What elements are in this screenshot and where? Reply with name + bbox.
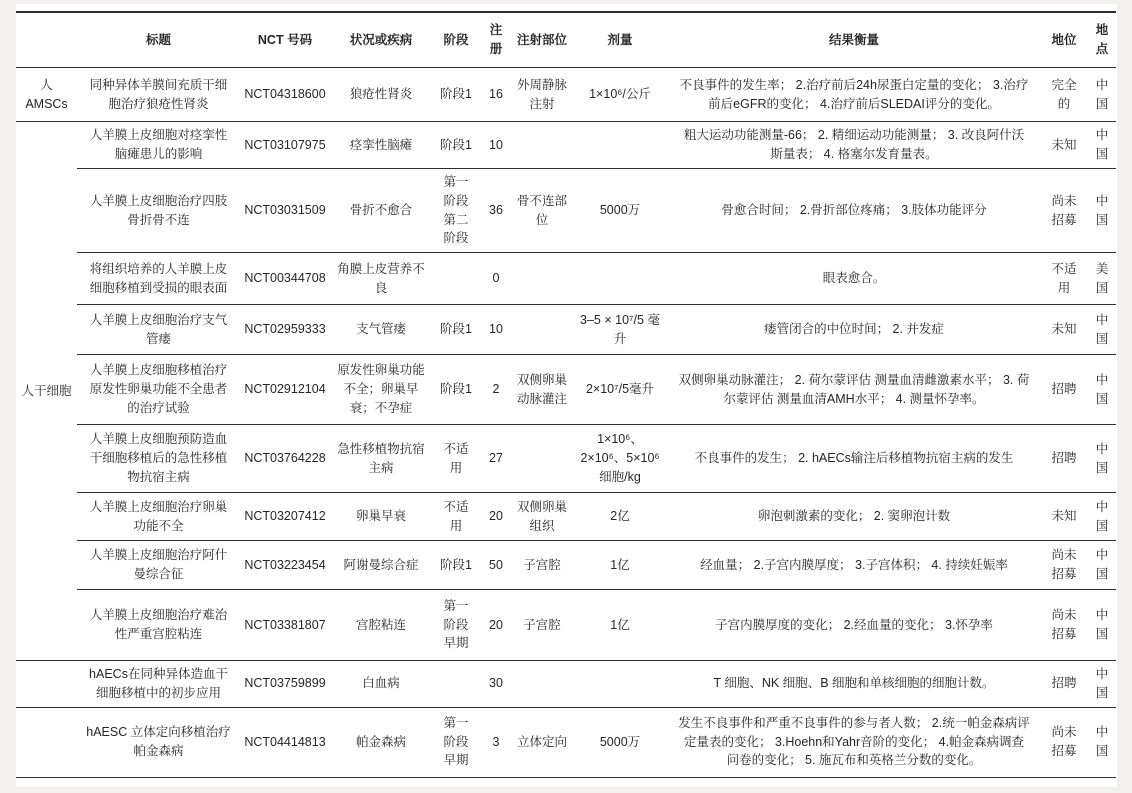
cell-condition: 阿谢曼综合症 bbox=[330, 541, 432, 590]
cell-status: 尚未招募 bbox=[1040, 541, 1088, 590]
cell-condition: 原发性卵巢功能不全；卵巢早衰；不孕症 bbox=[330, 355, 432, 425]
table-row bbox=[16, 68, 1116, 122]
cell-nct: NCT03107975 bbox=[240, 122, 330, 169]
cell-condition: 狼疮性肾炎 bbox=[330, 68, 432, 122]
cell-enrollment: 10 bbox=[480, 122, 512, 169]
cell-nct: NCT03764228 bbox=[240, 425, 330, 493]
cell-dose: 1×10⁶/公斤 bbox=[572, 68, 668, 122]
table-row bbox=[16, 493, 1116, 541]
cell-phase: 阶段1 bbox=[432, 355, 480, 425]
cell-injection-site bbox=[512, 425, 572, 493]
table-row bbox=[16, 541, 1116, 590]
cell-nct: NCT03207412 bbox=[240, 493, 330, 541]
table-row bbox=[16, 305, 1116, 355]
clinical-trials-table bbox=[16, 11, 1116, 778]
header-status: 地位 bbox=[1040, 12, 1088, 68]
cell-nct: NCT03031509 bbox=[240, 169, 330, 253]
cell-title: 人羊膜上皮细胞治疗阿什曼综合征 bbox=[77, 541, 240, 590]
cell-nct: NCT04414813 bbox=[240, 707, 330, 777]
cell-outcomes: 不良事件的发生率； 2.治疗前后24h尿蛋白定量的变化； 3.治疗前后eGFR的变化； 4.治疗前后SLEDAI评分的变化。 bbox=[668, 68, 1040, 122]
table-row bbox=[16, 169, 1116, 253]
cell-enrollment: 2 bbox=[480, 355, 512, 425]
cell-enrollment: 20 bbox=[480, 590, 512, 661]
cell-phase bbox=[432, 661, 480, 708]
header-dose: 剂量 bbox=[572, 12, 668, 68]
cell-location: 中国 bbox=[1088, 661, 1116, 708]
cell-status: 尚未招募 bbox=[1040, 707, 1088, 777]
cell-location: 中国 bbox=[1088, 541, 1116, 590]
cell-injection-site bbox=[512, 253, 572, 305]
cell-dose: 5000万 bbox=[572, 707, 668, 777]
cell-outcomes: 粗大运动功能测量-66； 2. 精细运动功能测量； 3. 改良阿什沃斯量表； 4. 格塞尔发育量表。 bbox=[668, 122, 1040, 169]
cell-phase: 第一阶段 第二阶段 bbox=[432, 169, 480, 253]
cell-condition: 骨折不愈合 bbox=[330, 169, 432, 253]
cell-injection-site: 双侧卵巢组织 bbox=[512, 493, 572, 541]
cell-status: 不适用 bbox=[1040, 253, 1088, 305]
cell-status: 招聘 bbox=[1040, 661, 1088, 708]
cell-nct: NCT03759899 bbox=[240, 661, 330, 708]
cell-group bbox=[16, 707, 77, 777]
cell-condition: 卵巢早衰 bbox=[330, 493, 432, 541]
header-enrollment: 注册 bbox=[480, 12, 512, 68]
cell-nct: NCT03381807 bbox=[240, 590, 330, 661]
cell-title: 人羊膜上皮细胞对痉挛性脑瘫患儿的影响 bbox=[77, 122, 240, 169]
cell-group bbox=[16, 661, 77, 708]
cell-title: 人羊膜上皮细胞预防造血干细胞移植后的急性移植物抗宿主病 bbox=[77, 425, 240, 493]
cell-location: 中国 bbox=[1088, 493, 1116, 541]
cell-dose: 2×10⁷/5毫升 bbox=[572, 355, 668, 425]
header-location: 地点 bbox=[1088, 12, 1116, 68]
cell-phase: 阶段1 bbox=[432, 305, 480, 355]
cell-enrollment: 30 bbox=[480, 661, 512, 708]
cell-enrollment: 16 bbox=[480, 68, 512, 122]
cell-dose bbox=[572, 253, 668, 305]
cell-outcomes: 双侧卵巢动脉灌注； 2. 荷尔蒙评估 测量血清雌激素水平； 3. 荷尔蒙评估 测量血清AMH水平； 4. 测量怀孕率。 bbox=[668, 355, 1040, 425]
cell-dose bbox=[572, 122, 668, 169]
cell-condition: 急性移植物抗宿主病 bbox=[330, 425, 432, 493]
cell-status: 未知 bbox=[1040, 305, 1088, 355]
header-condition: 状况或疾病 bbox=[330, 12, 432, 68]
cell-title: 人羊膜上皮细胞治疗四肢骨折骨不连 bbox=[77, 169, 240, 253]
cell-outcomes: T 细胞、NK 细胞、B 细胞和单核细胞的细胞计数。 bbox=[668, 661, 1040, 708]
cell-title: hAESC 立体定向移植治疗帕金森病 bbox=[77, 707, 240, 777]
cell-dose: 5000万 bbox=[572, 169, 668, 253]
cell-enrollment: 0 bbox=[480, 253, 512, 305]
cell-dose bbox=[572, 661, 668, 708]
cell-title: 同种异体羊膜间充质干细胞治疗狼疮性肾炎 bbox=[77, 68, 240, 122]
cell-title: hAECs在同种异体造血干细胞移植中的初步应用 bbox=[77, 661, 240, 708]
cell-enrollment: 50 bbox=[480, 541, 512, 590]
table-header bbox=[16, 12, 1116, 68]
cell-outcomes: 瘘管闭合的中位时间； 2. 并发症 bbox=[668, 305, 1040, 355]
cell-injection-site: 外周静脉注射 bbox=[512, 68, 572, 122]
cell-enrollment: 20 bbox=[480, 493, 512, 541]
cell-injection-site bbox=[512, 122, 572, 169]
cell-condition: 帕金森病 bbox=[330, 707, 432, 777]
table-row bbox=[16, 253, 1116, 305]
table-row bbox=[16, 661, 1116, 708]
cell-outcomes: 发生不良事件和严重不良事件的参与者人数； 2.统一帕金森病评定量表的变化； 3.Hoehn和Yahr音阶的变化； 4.帕金森病调查问卷的变化； 5. 施瓦布和英格兰分数的变化。 bbox=[668, 707, 1040, 777]
table-row bbox=[16, 355, 1116, 425]
cell-location: 中国 bbox=[1088, 305, 1116, 355]
cell-title: 人羊膜上皮细胞治疗卵巢功能不全 bbox=[77, 493, 240, 541]
cell-nct: NCT00344708 bbox=[240, 253, 330, 305]
cell-phase: 阶段1 bbox=[432, 122, 480, 169]
document-page bbox=[16, 4, 1117, 787]
cell-nct: NCT03223454 bbox=[240, 541, 330, 590]
cell-outcomes: 不良事件的发生； 2. hAECs输注后移植物抗宿主病的发生 bbox=[668, 425, 1040, 493]
cell-status: 招聘 bbox=[1040, 355, 1088, 425]
cell-nct: NCT02912104 bbox=[240, 355, 330, 425]
cell-enrollment: 27 bbox=[480, 425, 512, 493]
cell-dose: 3–5 × 10⁷/5 毫升 bbox=[572, 305, 668, 355]
table-row bbox=[16, 707, 1116, 777]
cell-nct: NCT04318600 bbox=[240, 68, 330, 122]
cell-status: 完全的 bbox=[1040, 68, 1088, 122]
cell-title: 人羊膜上皮细胞治疗支气管瘘 bbox=[77, 305, 240, 355]
cell-dose: 1亿 bbox=[572, 541, 668, 590]
header-group bbox=[16, 12, 77, 68]
cell-location: 中国 bbox=[1088, 169, 1116, 253]
cell-phase bbox=[432, 253, 480, 305]
cell-status: 尚未招募 bbox=[1040, 590, 1088, 661]
cell-dose: 2亿 bbox=[572, 493, 668, 541]
cell-outcomes: 骨愈合时间； 2.骨折部位疼痛； 3.肢体功能评分 bbox=[668, 169, 1040, 253]
cell-group: 人 AMSCs bbox=[16, 68, 77, 122]
cell-injection-site: 子宫腔 bbox=[512, 590, 572, 661]
cell-status: 尚未招募 bbox=[1040, 169, 1088, 253]
cell-condition: 痉挛性脑瘫 bbox=[330, 122, 432, 169]
cell-outcomes: 子宫内膜厚度的变化； 2.经血量的变化； 3.怀孕率 bbox=[668, 590, 1040, 661]
table-row bbox=[16, 122, 1116, 169]
table-row bbox=[16, 425, 1116, 493]
cell-enrollment: 3 bbox=[480, 707, 512, 777]
cell-outcomes: 经血量； 2.子宫内膜厚度； 3.子宫体积； 4. 持续妊娠率 bbox=[668, 541, 1040, 590]
cell-injection-site: 骨不连部位 bbox=[512, 169, 572, 253]
cell-location: 中国 bbox=[1088, 68, 1116, 122]
table-row bbox=[16, 590, 1116, 661]
cell-injection-site bbox=[512, 305, 572, 355]
cell-location: 中国 bbox=[1088, 707, 1116, 777]
cell-condition: 支气管瘘 bbox=[330, 305, 432, 355]
cell-outcomes: 眼表愈合。 bbox=[668, 253, 1040, 305]
header-injection-site: 注射部位 bbox=[512, 12, 572, 68]
table-body bbox=[16, 68, 1116, 778]
cell-dose: 1×10⁶、2×10⁶、5×10⁶细胞/kg bbox=[572, 425, 668, 493]
cell-status: 未知 bbox=[1040, 493, 1088, 541]
cell-nct: NCT02959333 bbox=[240, 305, 330, 355]
cell-outcomes: 卵泡刺激素的变化； 2. 窦卵泡计数 bbox=[668, 493, 1040, 541]
cell-location: 美国 bbox=[1088, 253, 1116, 305]
cell-condition: 角膜上皮营养不良 bbox=[330, 253, 432, 305]
cell-location: 中国 bbox=[1088, 590, 1116, 661]
cell-injection-site: 双侧卵巢动脉灌注 bbox=[512, 355, 572, 425]
cell-phase: 阶段1 bbox=[432, 541, 480, 590]
cell-injection-site: 立体定向 bbox=[512, 707, 572, 777]
cell-title: 将组织培养的人羊膜上皮细胞移植到受损的眼表面 bbox=[77, 253, 240, 305]
cell-condition: 宫腔粘连 bbox=[330, 590, 432, 661]
cell-phase: 阶段1 bbox=[432, 68, 480, 122]
header-title: 标题 bbox=[77, 12, 240, 68]
cell-injection-site bbox=[512, 661, 572, 708]
cell-location: 中国 bbox=[1088, 425, 1116, 493]
cell-phase: 不适用 bbox=[432, 425, 480, 493]
cell-injection-site: 子宫腔 bbox=[512, 541, 572, 590]
cell-enrollment: 36 bbox=[480, 169, 512, 253]
cell-group: 人干细胞 bbox=[16, 122, 77, 661]
header-outcome-measures: 结果衡量 bbox=[668, 12, 1040, 68]
header-row bbox=[16, 12, 1116, 68]
header-phase: 阶段 bbox=[432, 12, 480, 68]
cell-enrollment: 10 bbox=[480, 305, 512, 355]
cell-status: 未知 bbox=[1040, 122, 1088, 169]
cell-phase: 第一阶段早期 bbox=[432, 707, 480, 777]
cell-title: 人羊膜上皮细胞治疗难治性严重宫腔粘连 bbox=[77, 590, 240, 661]
header-nct: NCT 号码 bbox=[240, 12, 330, 68]
cell-title: 人羊膜上皮细胞移植治疗原发性卵巢功能不全患者的治疗试验 bbox=[77, 355, 240, 425]
cell-dose: 1亿 bbox=[572, 590, 668, 661]
cell-status: 招聘 bbox=[1040, 425, 1088, 493]
cell-phase: 不适用 bbox=[432, 493, 480, 541]
cell-location: 中国 bbox=[1088, 122, 1116, 169]
cell-phase: 第一阶段早期 bbox=[432, 590, 480, 661]
cell-location: 中国 bbox=[1088, 355, 1116, 425]
cell-condition: 白血病 bbox=[330, 661, 432, 708]
